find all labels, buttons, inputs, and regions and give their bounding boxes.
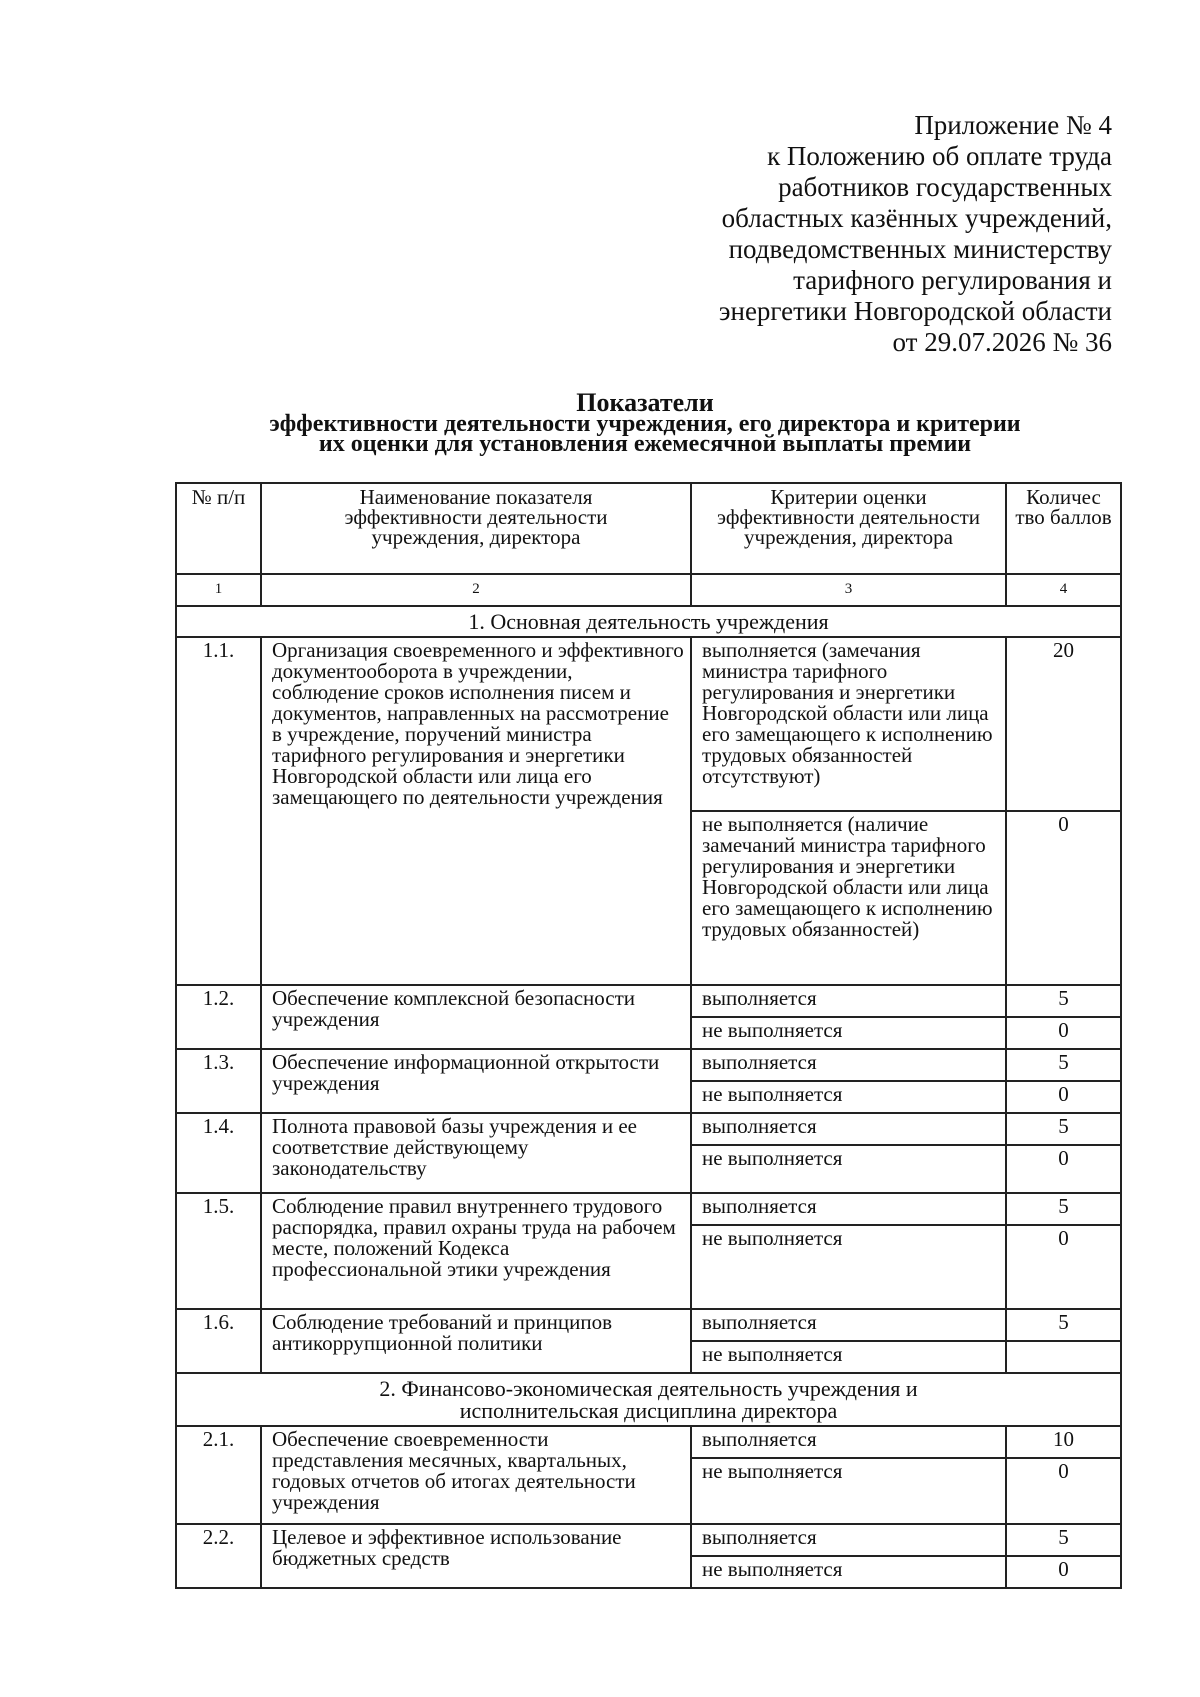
column-number: 4 [1006,574,1121,606]
row-number: 1.3. [176,1049,261,1113]
criterion-text: выполняется [691,1049,1006,1081]
criterion-text: выполняется [691,1193,1006,1225]
criterion-text: выполняется [691,985,1006,1017]
criterion-text: не выполняется [691,1017,1006,1049]
criterion-points: 0 [1006,1458,1121,1524]
indicator-name: Обеспечение своевременности представления месячных, квартальных, годовых отчетов об итогах деятельности учреждения [261,1426,691,1524]
indicators-table [175,482,1122,1589]
criterion-points: 0 [1006,811,1121,985]
criterion-points: 10 [1006,1426,1121,1458]
appendix-line: областных казённых учреждений, [721,203,1112,233]
appendix-line: к Положению об оплате труда [767,141,1112,171]
table-row [176,985,1121,1017]
criterion-points: 20 [1006,637,1121,811]
criterion-points: 5 [1006,1524,1121,1556]
criterion-points: 0 [1006,1556,1121,1588]
criterion-text: выполняется [691,1524,1006,1556]
indicator-name: Обеспечение комплексной безопасности учреждения [261,985,691,1049]
criterion-text: не выполняется [691,1145,1006,1193]
criterion-points: 0 [1006,1017,1121,1049]
criterion-text: не выполняется (наличие замечаний министра тарифного регулирования и энергетики Новгородской области или лица его замещающего к исполнению трудовых обязанностей) [691,811,1006,985]
criterion-text: не выполняется [691,1341,1006,1373]
title-line-3: их оценки для установления ежемесячной выплаты премии [318,431,972,457]
table-row [176,1524,1121,1556]
criterion-points [1006,1341,1121,1373]
criterion-text: выполняется [691,1113,1006,1145]
appendix-line: подведомственных министерству [728,234,1112,264]
criterion-text: выполняется [691,1309,1006,1341]
row-number: 1.1. [176,637,261,985]
indicator-name: Целевое и эффективное использование бюджетных средств [261,1524,691,1588]
criterion-text: не выполняется [691,1458,1006,1524]
table-row [176,1426,1121,1458]
criterion-points: 0 [1006,1225,1121,1309]
indicator-name: Полнота правовой базы учреждения и ее соответствие действующему законодательству [261,1113,691,1193]
row-number: 1.5. [176,1193,261,1309]
row-number: 1.4. [176,1113,261,1193]
criterion-text: не выполняется [691,1081,1006,1113]
criterion-points: 5 [1006,985,1121,1017]
header-num: № п/п [176,483,261,574]
column-number-row [176,574,1121,606]
criterion-points: 5 [1006,1309,1121,1341]
row-number: 1.6. [176,1309,261,1373]
column-number: 2 [261,574,691,606]
table-row [176,1113,1121,1145]
section-row [176,1373,1121,1426]
criterion-text: выполняется [691,1426,1006,1458]
row-number: 2.1. [176,1426,261,1524]
column-number: 3 [691,574,1006,606]
title-line-1: Показатели [576,388,714,417]
appendix-line: энергетики Новгородской области [718,296,1112,326]
section-title: 1. Основная деятельность учреждения [176,606,1121,637]
table-row [176,1193,1121,1225]
criterion-points: 0 [1006,1145,1121,1193]
document-title [175,388,1115,457]
indicator-name: Соблюдение правил внутреннего трудового распорядка, правил охраны труда на рабочем месте, положений Кодекса профессиональной этики учреждения [261,1193,691,1309]
table-row [176,1309,1121,1341]
table-row [176,637,1121,811]
indicator-name: Соблюдение требований и принципов антикоррупционной политики [261,1309,691,1373]
indicator-name: Обеспечение информационной открытости учреждения [261,1049,691,1113]
appendix-line: работников государственных [778,172,1112,202]
criterion-points: 5 [1006,1193,1121,1225]
section-title: 2. Финансово-экономическая деятельность учреждения и исполнительская дисциплина директора [176,1373,1121,1426]
criterion-text: выполняется (замечания министра тарифного регулирования и энергетики Новгородской области или лица его замещающего к исполнению трудовых обязанностей отсутствуют) [691,637,1006,811]
table-header-row [176,483,1121,574]
criterion-points: 5 [1006,1113,1121,1145]
header-points: Количес тво баллов [1006,483,1121,574]
table-row [176,1049,1121,1081]
appendix-line: от 29.07.2026 № 36 [892,327,1112,357]
criterion-points: 5 [1006,1049,1121,1081]
row-number: 1.2. [176,985,261,1049]
criterion-text: не выполняется [691,1556,1006,1588]
header-name: Наименование показателя эффективности деятельности учреждения, директора [261,483,691,574]
header-criteria: Критерии оценки эффективности деятельности учреждения, директора [691,483,1006,574]
indicator-name: Организация своевременного и эффективного документооборота в учреждении, соблюдение сроков исполнения писем и документов, направленных на рассмотрение в учреждение, поручений министра тарифного регулирования и энергетики Новгородской области или лица его замещающего по деятельности учреждения [261,637,691,985]
title-line-2: эффективности деятельности учреждения, его директора и критерии [269,411,1021,437]
appendix-line: тарифного регулирования и [793,265,1112,295]
appendix-block [719,110,1112,358]
row-number: 2.2. [176,1524,261,1588]
criterion-text: не выполняется [691,1225,1006,1309]
column-number: 1 [176,574,261,606]
criterion-points: 0 [1006,1081,1121,1113]
appendix-line: Приложение № 4 [914,110,1112,140]
section-row [176,606,1121,637]
